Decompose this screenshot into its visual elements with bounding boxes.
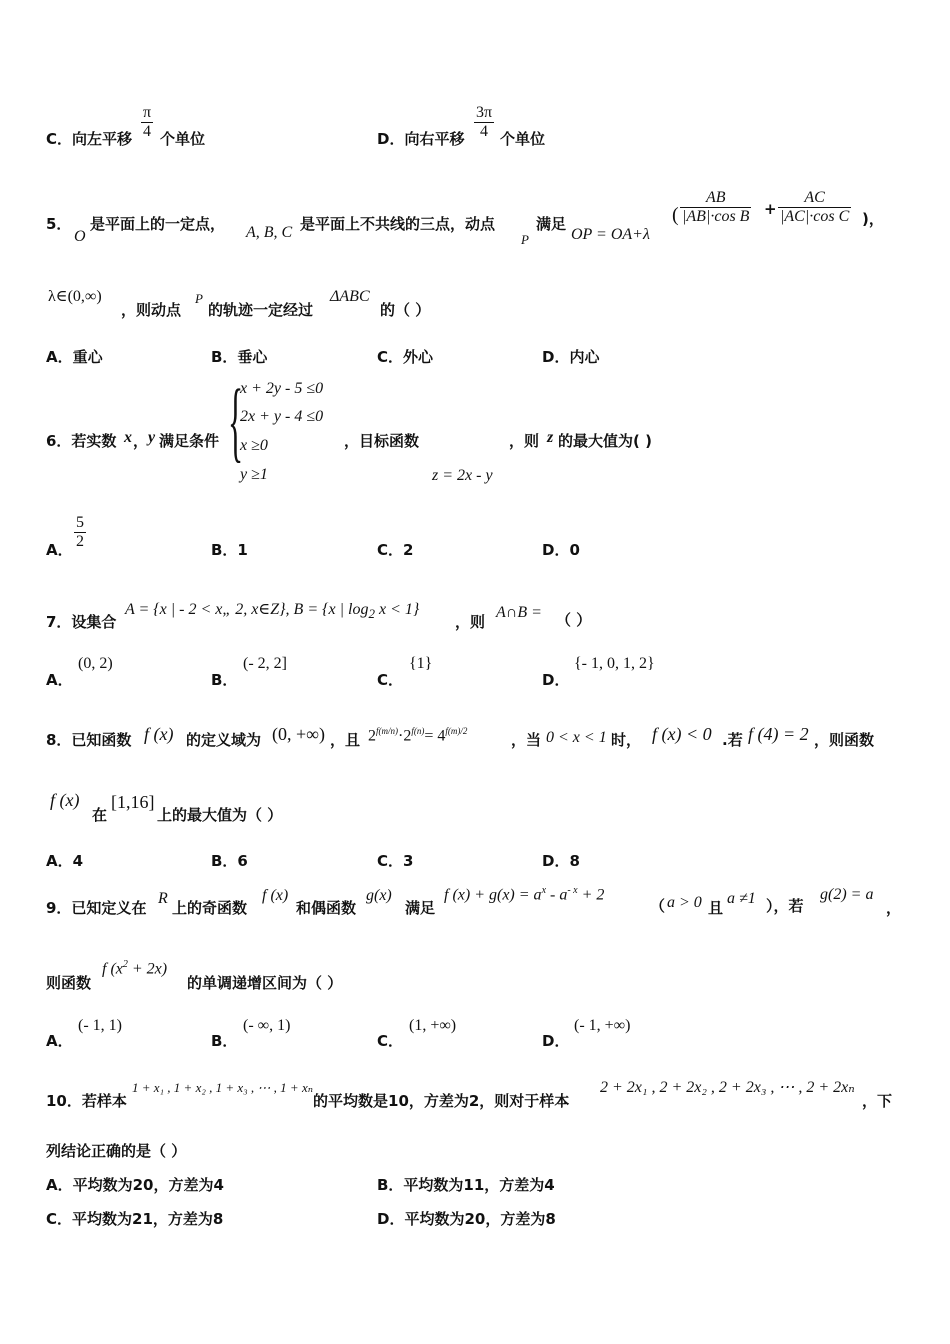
q6-constraint-1: x + 2y - 5 ≤0: [240, 380, 324, 397]
q9-sup-x: x: [541, 885, 547, 896]
q9-option-c-value: (1, +∞): [409, 1017, 457, 1034]
q5-option-c: C．外心: [377, 348, 434, 366]
q5-option-d: D．内心: [542, 348, 600, 366]
q9-line2-b: 的单调递增区间为（ ）: [187, 974, 343, 992]
q10-stem: 10．若样本: [46, 1092, 127, 1110]
q7-option-a-label: A．: [46, 671, 73, 689]
q7-formula: A∩B =: [496, 604, 542, 621]
q9-option-d-value: (- 1, +∞): [574, 1017, 631, 1034]
q9-eq-3: + 2: [577, 886, 605, 904]
q8-text-1: 的定义域为: [186, 731, 262, 749]
q7-option-d-label: D．: [542, 671, 570, 689]
q5-fraction-ac: [778, 189, 851, 226]
q4-option-d-denominator: 4: [474, 122, 494, 141]
q10-sample-2: 2 + 2x₁ , 2 + 2x₂ , 2 + 2x₃ , ⋯ , 2 + 2xₙ: [600, 1079, 855, 1096]
q9-comma: ，: [886, 899, 902, 917]
q10-option-c: C．平均数为21，方差为8: [46, 1210, 224, 1228]
q5-lambda-range: λ∈(0,∞): [48, 288, 102, 305]
q5-text-5: 的轨迹一定经过: [208, 301, 314, 319]
q10-line-2: 列结论正确的是（ ）: [46, 1142, 187, 1160]
q8-eq-eq: = 4: [424, 727, 446, 745]
q9-gx: g(x): [366, 887, 392, 904]
q8-option-b: B．6: [211, 852, 248, 870]
q5-fraction-ab: [680, 189, 751, 226]
q8-sup-3: f(m)/2: [445, 726, 468, 736]
q4-option-c-fraction: [141, 104, 153, 141]
q5-close: )，: [862, 210, 884, 228]
q6-text-max: 的最大值为( ): [558, 432, 652, 450]
q9-sup-2: 2: [122, 959, 128, 970]
q5-text-3: 满足: [536, 215, 567, 233]
q10-text-1: 的平均数是10，方差为2，则对于样本: [313, 1092, 570, 1110]
q10-text-2: ，下: [862, 1092, 893, 1110]
q8-condition: 0 < x < 1: [546, 729, 607, 746]
q7-log-base: 2: [368, 606, 375, 622]
q9-option-b-label: B．: [211, 1032, 238, 1050]
q10-option-b: B．平均数为11，方差为4: [377, 1176, 555, 1194]
q5-number: 5．: [46, 215, 72, 233]
q6-option-b: B．1: [211, 541, 248, 559]
q7-option-b-value: (- 2, 2]: [243, 655, 287, 672]
q7-option-d-value: {- 1, 0, 1, 2}: [574, 655, 655, 672]
q6-option-a-denominator: 2: [76, 533, 84, 550]
q5-triangle: ΔABC: [330, 288, 370, 305]
q8-eq-mid: ·2: [398, 727, 412, 745]
q5-fraction-ac-denominator: |AC|·cos C: [780, 208, 850, 225]
q9-g2: g(2) = a: [820, 886, 874, 903]
q8-eq-left: 2: [368, 727, 376, 745]
q5-fraction-ab-numerator: AB: [705, 189, 726, 206]
q8-text-2: ，且: [330, 731, 361, 749]
q8-equation: [368, 726, 467, 745]
q9-stem: 9．已知定义在: [46, 899, 147, 917]
q6-constraint-4: y ≥1: [240, 466, 268, 483]
q8-option-d: D．8: [542, 852, 580, 870]
q10-option-a: A．平均数为20，方差为4: [46, 1176, 224, 1194]
q5-text-2: 是平面上不共线的三点，动点: [300, 215, 496, 233]
q6-constraint-2: 2x + y - 4 ≤0: [240, 408, 324, 425]
q10-option-d: D．平均数为20，方差为8: [377, 1210, 556, 1228]
q8-option-a: A．4: [46, 852, 84, 870]
q7-set-b-text: x < 1}: [374, 601, 420, 618]
q8-domain: (0, +∞): [272, 724, 325, 744]
q8-text-4: 时，: [611, 731, 642, 749]
q6-constraint-3: x ≥0: [240, 437, 268, 454]
q7-option-a-value: (0, 2): [78, 655, 113, 672]
q5-option-a: A．重心: [46, 348, 103, 366]
q4-option-d-numerator: 3π: [476, 104, 493, 121]
q8-function-fx: f (x): [144, 724, 174, 744]
q6-option-d: D．0: [542, 541, 580, 559]
q8-inequality: f (x) < 0: [652, 724, 712, 744]
q5-text-4: ，则动点: [121, 301, 182, 319]
q9-option-c-label: C．: [377, 1032, 404, 1050]
q6-option-a-fraction: [74, 514, 86, 551]
q6-var-y: y: [148, 429, 156, 446]
q6-text-then: ，则: [509, 432, 540, 450]
q9-option-a-label: A．: [46, 1032, 73, 1050]
q9-composite-2: + 2x): [127, 960, 168, 978]
q8-text-7: 在: [92, 806, 108, 824]
q6-option-c: C．2: [377, 541, 414, 559]
q10-sample-1: 1 + x₁ , 1 + x₂ , 1 + x₃ , ⋯ , 1 + xₙ: [132, 1080, 313, 1095]
q4-option-c-numerator: π: [143, 104, 152, 121]
q7-set-a: [125, 599, 419, 622]
q7-option-b-label: B．: [211, 671, 238, 689]
q5-plus: +: [764, 200, 777, 218]
q8-function-fx-2: f (x): [50, 790, 80, 810]
q8-sup-2: f(n): [411, 726, 425, 736]
q9-option-a-value: (- 1, 1): [78, 1017, 122, 1034]
q6-objective-formula: z = 2x - y: [432, 467, 493, 484]
q5-fraction-ac-numerator: AC: [804, 189, 825, 206]
q9-eq-1: f (x) + g(x) = a: [444, 886, 542, 904]
q5-point-p-2: P: [195, 291, 203, 306]
q6-var-z: z: [547, 429, 554, 446]
q9-cond-and: 且: [708, 899, 724, 917]
q6-option-a-label: A．: [46, 541, 73, 559]
q8-f4: f (4) = 2: [748, 724, 809, 744]
q9-cond-1: a > 0: [667, 894, 702, 911]
q4-option-d-fraction: [474, 104, 494, 141]
q5-fraction-ab-denominator: |AB|·cos B: [682, 208, 750, 225]
q4-option-d-suffix: 个单位: [500, 130, 546, 148]
q7-stem: 7．设集合: [46, 613, 117, 631]
q5-formula-lhs: OP = OA+λ: [571, 226, 650, 243]
q9-cond-2: a ≠1: [727, 890, 756, 907]
q8-option-c: C．3: [377, 852, 414, 870]
q5-point-o: O: [74, 228, 86, 245]
q8-text-6: ，则函数: [814, 731, 875, 749]
q5-text-6: 的（ ）: [380, 301, 431, 319]
q9-composite-1: f (x: [102, 960, 123, 978]
q9-sup-minus-x: - x: [567, 885, 578, 896]
q5-point-p: P: [521, 232, 529, 247]
q9-option-b-value: (- ∞, 1): [243, 1017, 291, 1034]
q9-option-d-label: D．: [542, 1032, 570, 1050]
q7-option-c-value: {1}: [409, 655, 433, 672]
q7-set-a-text: A = {x | - 2 < x„ 2, x∈Z}, B = {x | log: [125, 601, 369, 618]
q9-line2-a: 则函数: [46, 974, 92, 992]
q9-composite: [102, 959, 167, 978]
q9-eq-2: - a: [546, 886, 568, 904]
q7-option-c-label: C．: [377, 671, 404, 689]
q6-stem-a: 6．若实数: [46, 432, 117, 450]
q7-paren: （ ）: [556, 611, 592, 629]
q6-var-x: x: [124, 429, 132, 446]
q8-interval: [1,16]: [111, 792, 155, 812]
q5-option-b: B．垂心: [211, 348, 268, 366]
q9-cond-open: （: [650, 897, 666, 915]
q4-option-c-suffix: 个单位: [160, 130, 206, 148]
q6-system-brace: {: [228, 372, 244, 471]
q4-option-c-denominator: 4: [141, 122, 153, 141]
q4-option-c-label: C．向左平移: [46, 130, 133, 148]
q5-points-abc: A, B, C: [246, 224, 293, 241]
q9-text-2: 和偶函数: [296, 899, 357, 917]
q6-option-a-numerator: 5: [76, 514, 84, 531]
q8-sup-1: f(m/n): [376, 726, 398, 736]
q9-equation: [444, 885, 604, 904]
q6-separator: ，: [133, 432, 149, 450]
q9-cond-close: ），若: [766, 897, 804, 915]
q8-text-3: ，当: [511, 731, 542, 749]
q6-text-target: ，目标函数: [344, 432, 420, 450]
q8-text-8: 上的最大值为（ ）: [157, 806, 283, 824]
q4-option-d-label: D．向右平移: [377, 130, 465, 148]
q8-text-5: .若: [722, 731, 743, 749]
q8-stem: 8．已知函数: [46, 731, 132, 749]
q6-stem-b: 满足条件: [159, 432, 220, 450]
q5-text-1: 是平面上的一定点，: [90, 215, 226, 233]
q9-text-1: 上的奇函数: [172, 899, 248, 917]
q7-then: ，则: [455, 613, 486, 631]
q9-fx: f (x): [262, 887, 289, 904]
q9-text-3: 满足: [405, 899, 436, 917]
q9-set-r: R: [158, 890, 168, 907]
q5-open-paren: (: [672, 204, 679, 226]
